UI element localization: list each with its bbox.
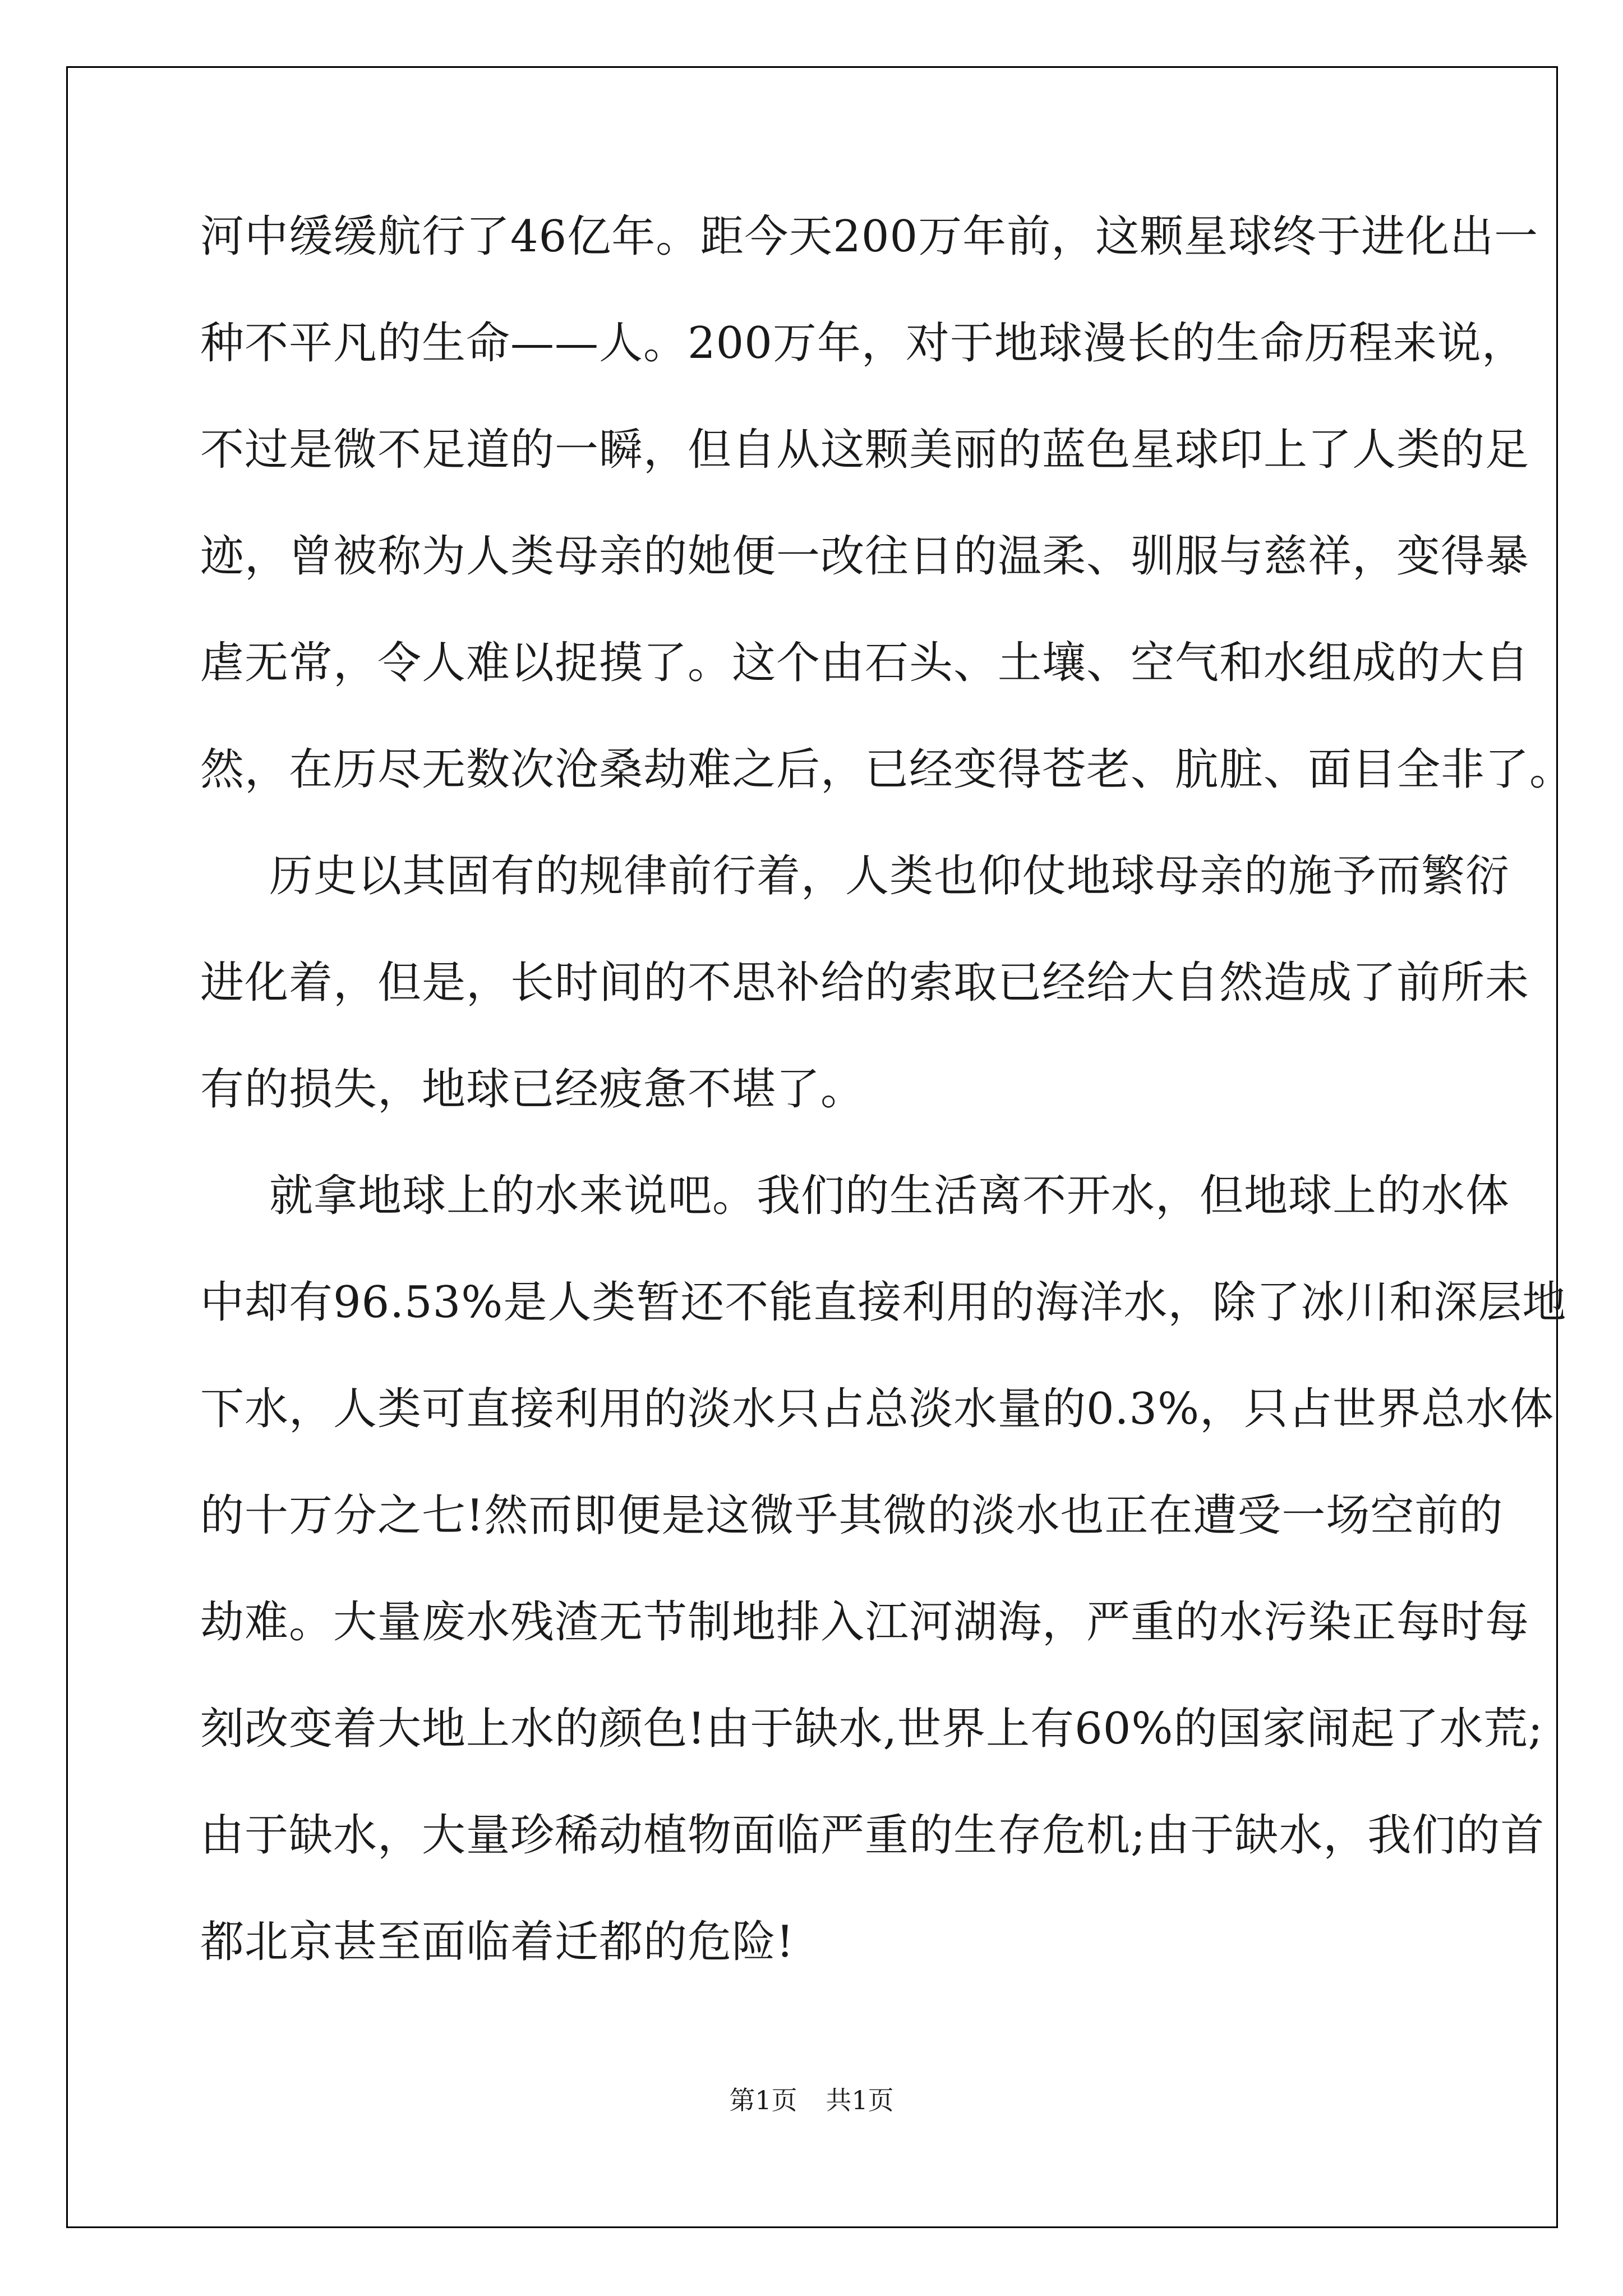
text-line: 都北京甚至面临着迁都的危险!	[200, 1917, 795, 1967]
text-line: 下水，人类可直接利用的淡水只占总淡水量的0.3%，只占世界总水体	[200, 1384, 1555, 1434]
text-line: 有的损失，地球已经疲惫不堪了。	[200, 1064, 865, 1115]
text-line: 由于缺水，大量珍稀动植物面临严重的生存危机;由于缺水，我们的首	[200, 1810, 1545, 1861]
text-line: 进化着，但是，长时间的不思补给的索取已经给大自然造成了前所未	[200, 958, 1530, 1008]
text-line: 虐无常，令人难以捉摸了。这个由石头、土壤、空气和水组成的大自	[200, 638, 1530, 688]
page-border	[66, 66, 1574, 2228]
text-line: 迹，曾被称为人类母亲的她便一改往日的温柔、驯服与慈祥，变得暴	[200, 531, 1530, 582]
page-footer	[0, 2080, 1623, 2117]
text-line: 然，在历尽无数次沧桑劫难之后，已经变得苍老、肮脏、面目全非了。	[200, 744, 1574, 795]
text-line: 刻改变着大地上水的颜色!由于缺水,世界上有60%的国家闹起了水荒;	[200, 1704, 1543, 1754]
text-line: 劫难。大量废水残渣无节制地排入江河湖海，严重的水污染正每时每	[200, 1597, 1530, 1648]
paragraph-first-line: 历史以其固有的规律前行着，人类也仰仗地球母亲的施予而繁衍	[269, 851, 1510, 901]
page-total: 共1页	[826, 2085, 894, 2115]
text-line: 中却有96.53%是人类暂还不能直接利用的海洋水，除了冰川和深层地	[200, 1277, 1567, 1328]
text-line: 的十万分之七!然而即便是这微乎其微的淡水也正在遭受一场空前的	[200, 1490, 1504, 1541]
text-line: 河中缓缓航行了46亿年。距今天200万年前，这颗星球终于进化出一	[200, 211, 1539, 262]
page-number: 第1页	[729, 2085, 797, 2115]
text-line: 种不平凡的生命——人。200万年，对于地球漫长的生命历程来说，	[200, 318, 1526, 369]
text-line: 不过是微不足道的一瞬，但自从这颗美丽的蓝色星球印上了人类的足	[200, 425, 1530, 475]
paragraph-first-line: 就拿地球上的水来说吧。我们的生活离不开水，但地球上的水体	[269, 1171, 1510, 1221]
